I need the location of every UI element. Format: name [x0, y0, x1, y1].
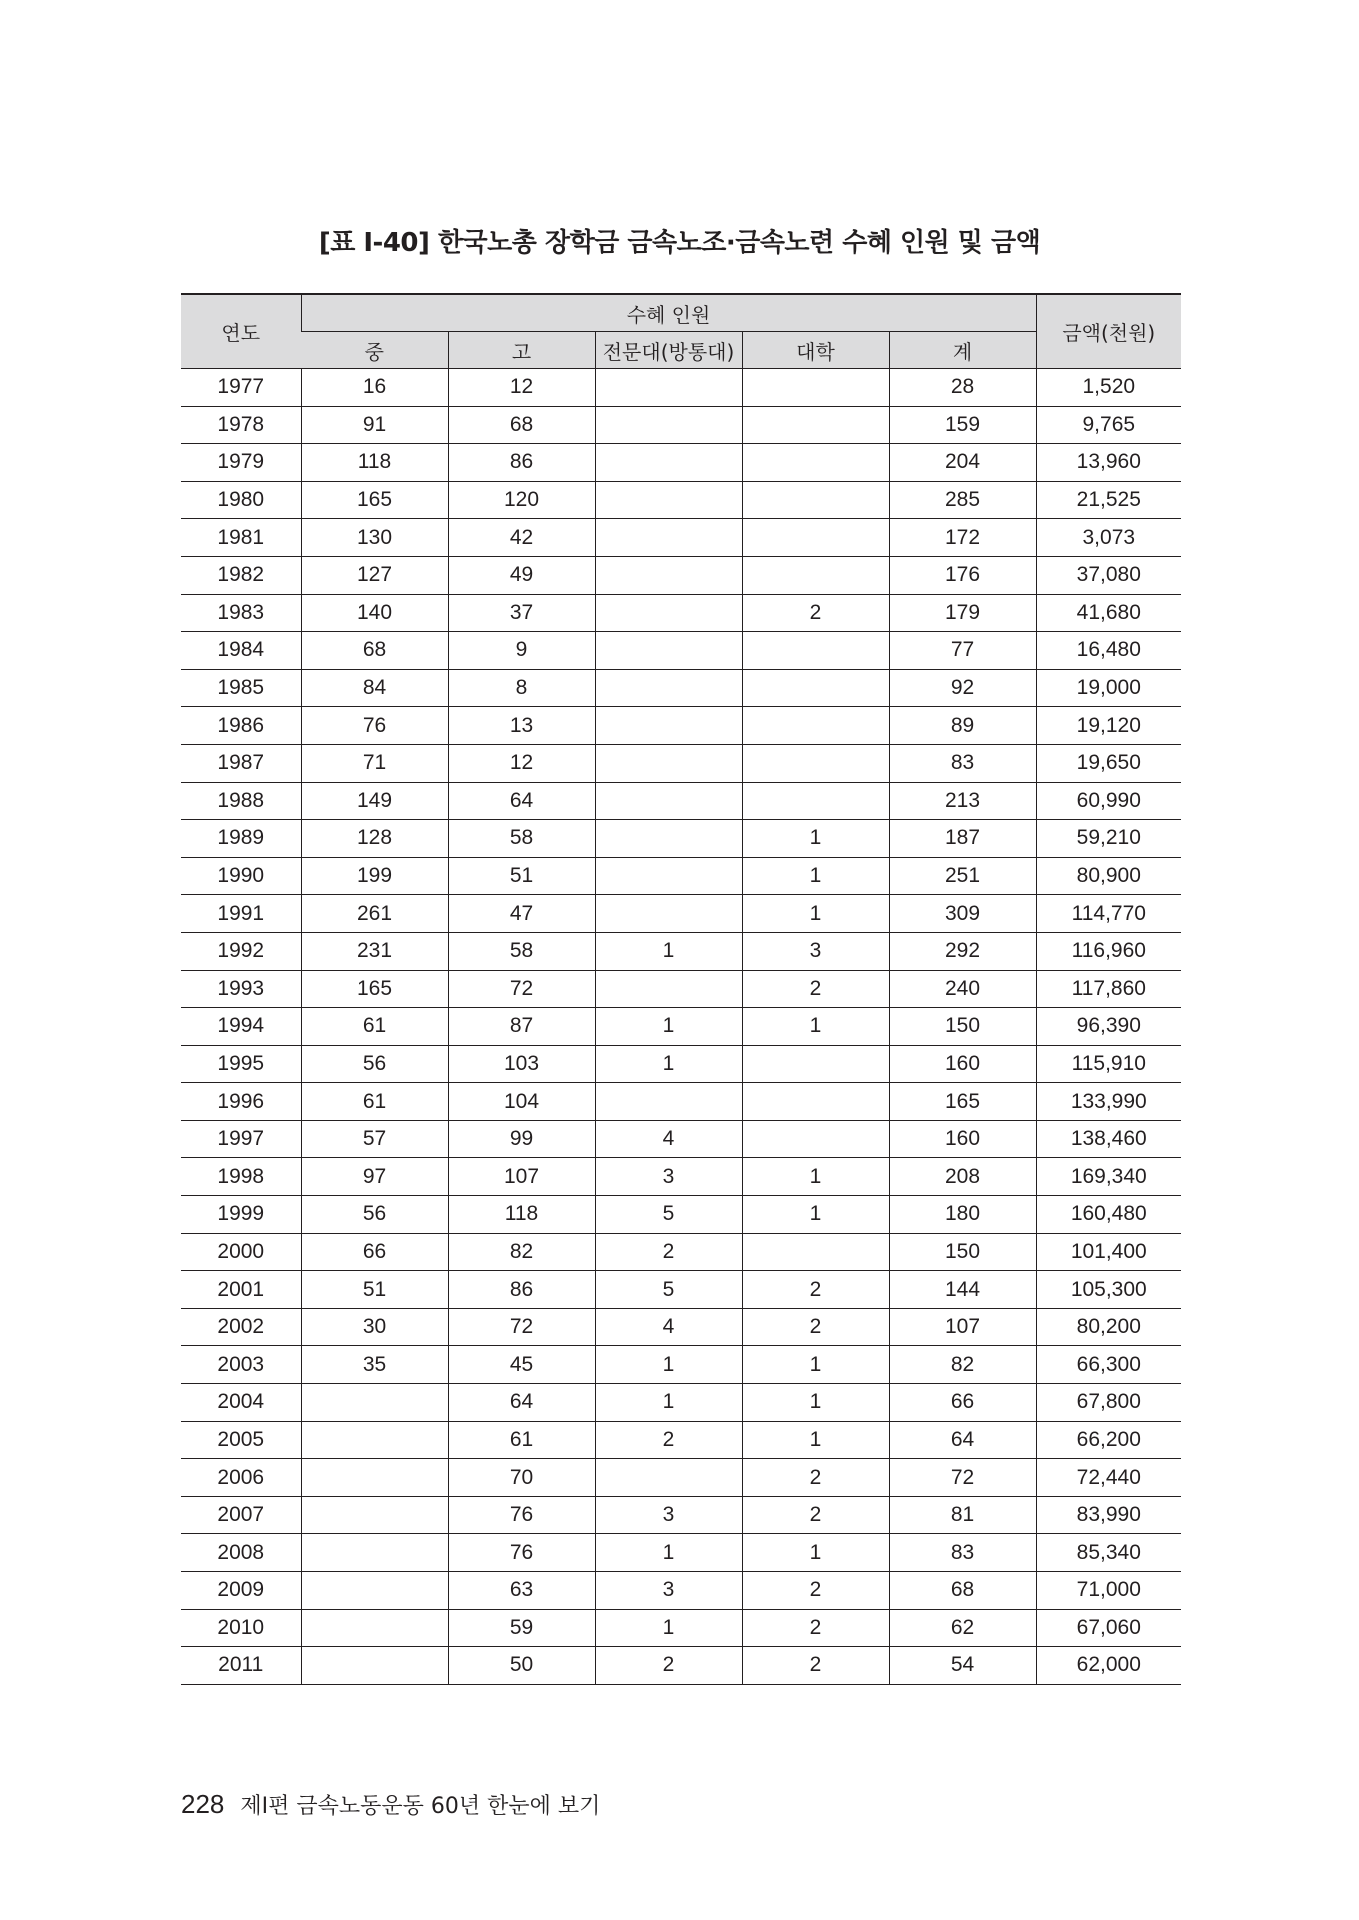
cell-middle-school: 66: [301, 1233, 448, 1271]
cell-year: 2000: [181, 1233, 301, 1271]
cell-university: [742, 556, 889, 594]
cell-high-school: 118: [448, 1196, 595, 1234]
cell-amount: 21,525: [1036, 481, 1181, 519]
cell-junior-college: [595, 1083, 742, 1121]
cell-university: [742, 369, 889, 407]
cell-junior-college: [595, 970, 742, 1008]
cell-junior-college: 2: [595, 1421, 742, 1459]
table-row: [181, 1496, 1181, 1534]
cell-middle-school: 16: [301, 369, 448, 407]
cell-middle-school: 68: [301, 632, 448, 670]
cell-total: 208: [889, 1158, 1036, 1196]
cell-total: 309: [889, 895, 1036, 933]
table-row: [181, 444, 1181, 482]
cell-amount: 13,960: [1036, 444, 1181, 482]
cell-total: 204: [889, 444, 1036, 482]
cell-university: [742, 1045, 889, 1083]
cell-year: 1983: [181, 594, 301, 632]
cell-high-school: 87: [448, 1008, 595, 1046]
cell-junior-college: [595, 406, 742, 444]
cell-middle-school: 91: [301, 406, 448, 444]
cell-high-school: 76: [448, 1496, 595, 1534]
cell-junior-college: 3: [595, 1496, 742, 1534]
cell-year: 1997: [181, 1120, 301, 1158]
cell-university: [742, 406, 889, 444]
cell-middle-school: [301, 1496, 448, 1534]
table-row: [181, 932, 1181, 970]
cell-year: 1982: [181, 556, 301, 594]
cell-high-school: 120: [448, 481, 595, 519]
cell-junior-college: [595, 744, 742, 782]
cell-year: 2008: [181, 1534, 301, 1572]
cell-junior-college: 1: [595, 1609, 742, 1647]
cell-year: 1988: [181, 782, 301, 820]
cell-junior-college: 1: [595, 1346, 742, 1384]
cell-high-school: 37: [448, 594, 595, 632]
cell-university: [742, 1120, 889, 1158]
cell-middle-school: [301, 1572, 448, 1610]
cell-amount: 80,900: [1036, 857, 1181, 895]
cell-university: 1: [742, 1534, 889, 1572]
table-row: [181, 820, 1181, 858]
cell-total: 160: [889, 1120, 1036, 1158]
cell-amount: 96,390: [1036, 1008, 1181, 1046]
cell-middle-school: [301, 1647, 448, 1685]
cell-high-school: 99: [448, 1120, 595, 1158]
cell-middle-school: 30: [301, 1308, 448, 1346]
cell-junior-college: [595, 556, 742, 594]
cell-high-school: 50: [448, 1647, 595, 1685]
cell-total: 54: [889, 1647, 1036, 1685]
cell-junior-college: 1: [595, 1045, 742, 1083]
cell-total: 150: [889, 1008, 1036, 1046]
cell-university: [742, 1233, 889, 1271]
cell-middle-school: [301, 1384, 448, 1422]
cell-year: 1984: [181, 632, 301, 670]
cell-year: 2011: [181, 1647, 301, 1685]
table-row: [181, 895, 1181, 933]
cell-middle-school: 35: [301, 1346, 448, 1384]
cell-total: 213: [889, 782, 1036, 820]
cell-amount: 67,800: [1036, 1384, 1181, 1422]
cell-amount: 83,990: [1036, 1496, 1181, 1534]
cell-high-school: 107: [448, 1158, 595, 1196]
cell-junior-college: [595, 632, 742, 670]
cell-total: 285: [889, 481, 1036, 519]
cell-high-school: 103: [448, 1045, 595, 1083]
cell-total: 292: [889, 932, 1036, 970]
cell-university: [742, 444, 889, 482]
cell-high-school: 9: [448, 632, 595, 670]
cell-amount: 67,060: [1036, 1609, 1181, 1647]
cell-amount: 59,210: [1036, 820, 1181, 858]
header-year: 연도: [181, 294, 301, 369]
table-row: [181, 970, 1181, 1008]
cell-university: 3: [742, 932, 889, 970]
cell-total: 68: [889, 1572, 1036, 1610]
cell-junior-college: [595, 369, 742, 407]
cell-total: 180: [889, 1196, 1036, 1234]
table-row: [181, 669, 1181, 707]
cell-total: 144: [889, 1271, 1036, 1309]
cell-high-school: 13: [448, 707, 595, 745]
table-row: [181, 744, 1181, 782]
table-row: [181, 1008, 1181, 1046]
cell-junior-college: [595, 1459, 742, 1497]
cell-university: 2: [742, 594, 889, 632]
cell-high-school: 72: [448, 1308, 595, 1346]
cell-year: 2004: [181, 1384, 301, 1422]
cell-junior-college: 1: [595, 1534, 742, 1572]
cell-junior-college: [595, 594, 742, 632]
table-row: [181, 481, 1181, 519]
table-row: [181, 1196, 1181, 1234]
cell-junior-college: [595, 857, 742, 895]
cell-high-school: 86: [448, 444, 595, 482]
table-row: [181, 1346, 1181, 1384]
scholarship-table: [181, 293, 1181, 1685]
cell-junior-college: 4: [595, 1120, 742, 1158]
cell-total: 62: [889, 1609, 1036, 1647]
cell-high-school: 104: [448, 1083, 595, 1121]
cell-junior-college: [595, 519, 742, 557]
cell-total: 64: [889, 1421, 1036, 1459]
cell-high-school: 47: [448, 895, 595, 933]
cell-middle-school: 165: [301, 481, 448, 519]
cell-amount: 9,765: [1036, 406, 1181, 444]
cell-junior-college: 2: [595, 1647, 742, 1685]
cell-amount: 19,000: [1036, 669, 1181, 707]
cell-amount: 116,960: [1036, 932, 1181, 970]
cell-high-school: 58: [448, 820, 595, 858]
cell-university: 2: [742, 1271, 889, 1309]
cell-total: 179: [889, 594, 1036, 632]
cell-university: [742, 707, 889, 745]
cell-total: 82: [889, 1346, 1036, 1384]
cell-middle-school: 76: [301, 707, 448, 745]
cell-high-school: 64: [448, 1384, 595, 1422]
cell-total: 66: [889, 1384, 1036, 1422]
cell-amount: 37,080: [1036, 556, 1181, 594]
cell-amount: 60,990: [1036, 782, 1181, 820]
cell-university: 1: [742, 1008, 889, 1046]
cell-middle-school: 127: [301, 556, 448, 594]
cell-year: 1999: [181, 1196, 301, 1234]
cell-middle-school: [301, 1534, 448, 1572]
cell-amount: 66,300: [1036, 1346, 1181, 1384]
table-row: [181, 1045, 1181, 1083]
cell-junior-college: 3: [595, 1572, 742, 1610]
cell-year: 1978: [181, 406, 301, 444]
header-high-school: 고: [448, 332, 595, 369]
table-row: [181, 857, 1181, 895]
cell-high-school: 82: [448, 1233, 595, 1271]
cell-amount: 85,340: [1036, 1534, 1181, 1572]
cell-junior-college: [595, 782, 742, 820]
cell-total: 28: [889, 369, 1036, 407]
header-junior-college: 전문대(방통대): [595, 332, 742, 369]
cell-total: 172: [889, 519, 1036, 557]
table-row: [181, 1421, 1181, 1459]
cell-year: 1979: [181, 444, 301, 482]
cell-university: 1: [742, 820, 889, 858]
cell-year: 1986: [181, 707, 301, 745]
table-row: [181, 1120, 1181, 1158]
table-row: [181, 1647, 1181, 1685]
cell-junior-college: [595, 895, 742, 933]
cell-year: 2003: [181, 1346, 301, 1384]
cell-high-school: 59: [448, 1609, 595, 1647]
table-row: [181, 594, 1181, 632]
cell-university: [742, 632, 889, 670]
cell-amount: 105,300: [1036, 1271, 1181, 1309]
cell-year: 1985: [181, 669, 301, 707]
cell-middle-school: 61: [301, 1083, 448, 1121]
cell-junior-college: 1: [595, 1384, 742, 1422]
cell-year: 2006: [181, 1459, 301, 1497]
cell-middle-school: 149: [301, 782, 448, 820]
cell-year: 1987: [181, 744, 301, 782]
cell-junior-college: 1: [595, 932, 742, 970]
cell-university: 1: [742, 895, 889, 933]
cell-junior-college: [595, 481, 742, 519]
cell-middle-school: 84: [301, 669, 448, 707]
cell-middle-school: 71: [301, 744, 448, 782]
cell-middle-school: 97: [301, 1158, 448, 1196]
cell-middle-school: 56: [301, 1045, 448, 1083]
table-row: [181, 519, 1181, 557]
cell-middle-school: [301, 1421, 448, 1459]
table-row: [181, 1534, 1181, 1572]
cell-year: 1981: [181, 519, 301, 557]
cell-university: 1: [742, 1196, 889, 1234]
cell-middle-school: 118: [301, 444, 448, 482]
cell-total: 77: [889, 632, 1036, 670]
cell-amount: 41,680: [1036, 594, 1181, 632]
cell-university: 2: [742, 1459, 889, 1497]
cell-year: 1994: [181, 1008, 301, 1046]
cell-amount: 138,460: [1036, 1120, 1181, 1158]
cell-year: 1993: [181, 970, 301, 1008]
table-row: [181, 1609, 1181, 1647]
cell-middle-school: 128: [301, 820, 448, 858]
cell-junior-college: 1: [595, 1008, 742, 1046]
cell-middle-school: 130: [301, 519, 448, 557]
cell-total: 251: [889, 857, 1036, 895]
cell-total: 81: [889, 1496, 1036, 1534]
cell-year: 2001: [181, 1271, 301, 1309]
cell-year: 2010: [181, 1609, 301, 1647]
cell-university: [742, 519, 889, 557]
cell-total: 107: [889, 1308, 1036, 1346]
cell-total: 83: [889, 1534, 1036, 1572]
cell-high-school: 76: [448, 1534, 595, 1572]
cell-junior-college: [595, 820, 742, 858]
cell-middle-school: 51: [301, 1271, 448, 1309]
cell-year: 1995: [181, 1045, 301, 1083]
cell-university: 1: [742, 1421, 889, 1459]
table-body: [181, 369, 1181, 1685]
cell-year: 2009: [181, 1572, 301, 1610]
cell-amount: 62,000: [1036, 1647, 1181, 1685]
running-head: 제Ⅰ편 금속노동운동 60년 한눈에 보기: [240, 1794, 601, 1819]
cell-university: [742, 481, 889, 519]
table-row: [181, 707, 1181, 745]
cell-amount: 80,200: [1036, 1308, 1181, 1346]
cell-amount: 114,770: [1036, 895, 1181, 933]
cell-year: 1980: [181, 481, 301, 519]
cell-middle-school: [301, 1459, 448, 1497]
cell-junior-college: [595, 707, 742, 745]
cell-year: 2007: [181, 1496, 301, 1534]
cell-high-school: 12: [448, 369, 595, 407]
cell-total: 160: [889, 1045, 1036, 1083]
cell-high-school: 64: [448, 782, 595, 820]
cell-amount: 16,480: [1036, 632, 1181, 670]
header-amount: 금액(천원): [1036, 294, 1181, 369]
cell-amount: 160,480: [1036, 1196, 1181, 1234]
cell-amount: 133,990: [1036, 1083, 1181, 1121]
cell-high-school: 51: [448, 857, 595, 895]
cell-total: 240: [889, 970, 1036, 1008]
header-total: 계: [889, 332, 1036, 369]
cell-junior-college: 5: [595, 1196, 742, 1234]
cell-amount: 66,200: [1036, 1421, 1181, 1459]
cell-year: 1998: [181, 1158, 301, 1196]
cell-amount: 1,520: [1036, 369, 1181, 407]
cell-high-school: 72: [448, 970, 595, 1008]
table-row: [181, 556, 1181, 594]
cell-middle-school: 57: [301, 1120, 448, 1158]
cell-high-school: 45: [448, 1346, 595, 1384]
header-university: 대학: [742, 332, 889, 369]
table-row: [181, 782, 1181, 820]
cell-total: 72: [889, 1459, 1036, 1497]
cell-middle-school: 61: [301, 1008, 448, 1046]
cell-high-school: 86: [448, 1271, 595, 1309]
table-row: [181, 1384, 1181, 1422]
cell-year: 1990: [181, 857, 301, 895]
page-number: 228: [181, 1789, 225, 1819]
cell-university: 2: [742, 1647, 889, 1685]
cell-university: 1: [742, 857, 889, 895]
cell-junior-college: [595, 669, 742, 707]
table-row: [181, 406, 1181, 444]
cell-year: 1977: [181, 369, 301, 407]
cell-amount: 19,650: [1036, 744, 1181, 782]
cell-amount: 117,860: [1036, 970, 1181, 1008]
cell-amount: 19,120: [1036, 707, 1181, 745]
cell-amount: 72,440: [1036, 1459, 1181, 1497]
table-title: [표 Ⅰ-40] 한국노총 장학금 금속노조·금속노련 수혜 인원 및 금액: [318, 228, 1041, 258]
cell-university: [742, 1083, 889, 1121]
cell-university: 2: [742, 1308, 889, 1346]
cell-year: 1989: [181, 820, 301, 858]
cell-total: 159: [889, 406, 1036, 444]
cell-university: 2: [742, 970, 889, 1008]
cell-middle-school: 140: [301, 594, 448, 632]
cell-junior-college: 5: [595, 1271, 742, 1309]
header-recipients: 수혜 인원: [301, 294, 1036, 332]
page-footer: [181, 1789, 600, 1820]
cell-amount: 101,400: [1036, 1233, 1181, 1271]
cell-university: 1: [742, 1346, 889, 1384]
cell-high-school: 42: [448, 519, 595, 557]
cell-amount: 115,910: [1036, 1045, 1181, 1083]
cell-middle-school: [301, 1609, 448, 1647]
header-middle-school: 중: [301, 332, 448, 369]
cell-junior-college: 3: [595, 1158, 742, 1196]
cell-year: 2002: [181, 1308, 301, 1346]
cell-year: 1992: [181, 932, 301, 970]
cell-high-school: 68: [448, 406, 595, 444]
cell-total: 89: [889, 707, 1036, 745]
cell-amount: 169,340: [1036, 1158, 1181, 1196]
cell-middle-school: 231: [301, 932, 448, 970]
cell-total: 92: [889, 669, 1036, 707]
table-row: [181, 632, 1181, 670]
cell-middle-school: 199: [301, 857, 448, 895]
cell-university: [742, 782, 889, 820]
table-row: [181, 1233, 1181, 1271]
table-row: [181, 1459, 1181, 1497]
cell-middle-school: 261: [301, 895, 448, 933]
table-row: [181, 1083, 1181, 1121]
cell-university: 1: [742, 1384, 889, 1422]
cell-middle-school: 165: [301, 970, 448, 1008]
cell-university: [742, 744, 889, 782]
table-row: [181, 1271, 1181, 1309]
cell-total: 176: [889, 556, 1036, 594]
cell-year: 1991: [181, 895, 301, 933]
cell-total: 150: [889, 1233, 1036, 1271]
cell-high-school: 61: [448, 1421, 595, 1459]
cell-high-school: 70: [448, 1459, 595, 1497]
cell-junior-college: 2: [595, 1233, 742, 1271]
cell-year: 2005: [181, 1421, 301, 1459]
cell-junior-college: 4: [595, 1308, 742, 1346]
table-row: [181, 1308, 1181, 1346]
cell-university: 2: [742, 1496, 889, 1534]
cell-middle-school: 56: [301, 1196, 448, 1234]
cell-total: 83: [889, 744, 1036, 782]
cell-junior-college: [595, 444, 742, 482]
cell-university: 1: [742, 1158, 889, 1196]
cell-university: [742, 669, 889, 707]
cell-total: 165: [889, 1083, 1036, 1121]
table-row: [181, 369, 1181, 407]
cell-high-school: 8: [448, 669, 595, 707]
cell-high-school: 63: [448, 1572, 595, 1610]
cell-year: 1996: [181, 1083, 301, 1121]
cell-university: 2: [742, 1572, 889, 1610]
cell-high-school: 49: [448, 556, 595, 594]
cell-university: 2: [742, 1609, 889, 1647]
cell-high-school: 58: [448, 932, 595, 970]
cell-amount: 71,000: [1036, 1572, 1181, 1610]
cell-total: 187: [889, 820, 1036, 858]
table-row: [181, 1572, 1181, 1610]
cell-amount: 3,073: [1036, 519, 1181, 557]
cell-high-school: 12: [448, 744, 595, 782]
table-row: [181, 1158, 1181, 1196]
